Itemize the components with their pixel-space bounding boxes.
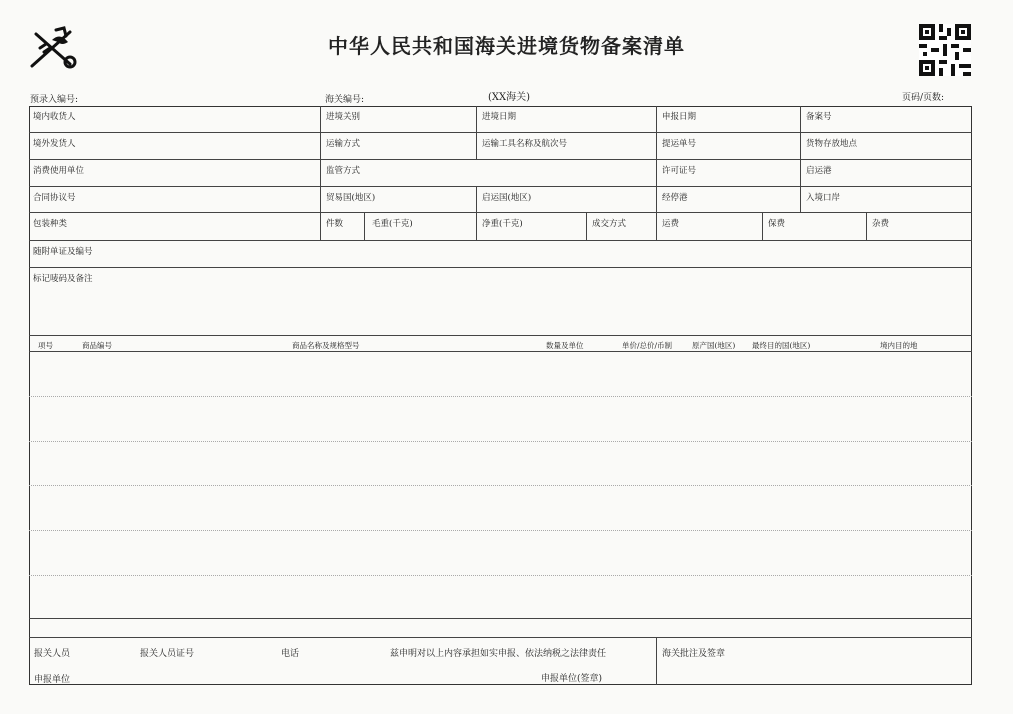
field-trade-country: 贸易国(地区) (326, 193, 376, 203)
grid-line (29, 132, 972, 133)
customs-office-name: (XX海关) (488, 92, 531, 103)
field-filing-number: 备案号 (806, 112, 832, 122)
field-entry-point: 入境口岸 (806, 193, 841, 203)
column-origin-country: 原产国(地区) (692, 341, 736, 350)
column-destination-country: 最终目的国(地区) (752, 341, 811, 350)
footer-statement: 兹申明对以上内容承担如实申报、依法纳税之法律责任 (390, 649, 607, 659)
pre-entry-number-label: 预录入编号: (30, 95, 79, 105)
item-row-separator (29, 575, 972, 576)
grid-line (29, 267, 972, 268)
customs-number-label: 海关编号: (325, 95, 365, 105)
field-contract: 合同协议号 (33, 193, 76, 203)
footer-customs-note: 海关批注及签章 (662, 649, 726, 659)
grid-line (476, 106, 477, 160)
grid-line (364, 212, 365, 240)
column-price-currency: 单价/总价/币制 (622, 341, 673, 350)
footer-declarant-id: 报关人员证号 (140, 649, 195, 659)
field-misc-fees: 杂费 (872, 219, 890, 229)
column-quantity-unit: 数量及单位 (546, 341, 584, 350)
field-insurance: 保费 (768, 219, 786, 229)
grid-line (29, 212, 972, 213)
field-bill-number: 提运单号 (662, 139, 697, 149)
item-row-separator (29, 530, 972, 531)
field-deal-mode: 成交方式 (592, 219, 627, 229)
grid-line (29, 240, 972, 241)
footer-phone: 电话 (281, 649, 300, 659)
item-row-separator (29, 485, 972, 486)
field-supervision: 监管方式 (326, 166, 361, 176)
grid-line (762, 212, 763, 240)
field-transport-mode: 运输方式 (326, 139, 361, 149)
column-commodity-name: 商品名称及规格型号 (292, 341, 360, 350)
column-commodity-code: 商品编号 (82, 341, 112, 350)
grid-line (656, 637, 657, 685)
field-vehicle: 运输工具名称及航次号 (482, 139, 568, 149)
footer-declarant: 报关人员 (34, 649, 71, 659)
field-transit-port: 经停港 (662, 193, 688, 203)
column-domestic-destination: 境内目的地 (880, 341, 918, 350)
field-origin-country: 启运国(地区) (482, 193, 532, 203)
field-marks-remarks: 标记唛码及备注 (33, 274, 93, 284)
field-consignor: 境外发货人 (33, 139, 76, 149)
field-gross-weight: 毛重(千克) (372, 219, 413, 229)
grid-line (29, 637, 972, 638)
field-pieces: 件数 (326, 219, 344, 229)
grid-line (656, 106, 657, 240)
field-attached-documents: 随附单证及编号 (33, 247, 93, 257)
grid-line (586, 212, 587, 240)
field-license: 许可证号 (662, 166, 697, 176)
grid-line (29, 351, 972, 352)
field-storage-location: 货物存放地点 (806, 139, 858, 149)
field-entry-date: 进境日期 (482, 112, 517, 122)
form-title: 中华人民共和国海关进境货物备案清单 (328, 34, 685, 58)
field-declare-date: 申报日期 (662, 112, 697, 122)
grid-line (29, 618, 972, 619)
grid-line (476, 186, 477, 240)
field-net-weight: 净重(千克) (482, 219, 523, 229)
field-consignee: 境内收货人 (33, 112, 76, 122)
grid-line (29, 335, 972, 336)
column-item-no: 项号 (38, 341, 53, 350)
item-row-separator (29, 396, 972, 397)
field-package-type: 包装种类 (33, 219, 68, 229)
grid-line (29, 159, 972, 160)
grid-line (866, 212, 867, 240)
grid-line (320, 106, 321, 240)
grid-line (800, 106, 801, 213)
item-row-separator (29, 441, 972, 442)
field-freight: 运费 (662, 219, 680, 229)
footer-declaring-unit: 申报单位 (34, 675, 71, 685)
page-number-label: 页码/页数: (902, 93, 945, 103)
grid-line (29, 186, 972, 187)
field-departure-port: 启运港 (806, 166, 832, 176)
qr-code-icon (919, 24, 971, 76)
footer-declaring-unit-seal: 申报单位(签章) (541, 674, 603, 684)
field-entry-port: 进境关别 (326, 112, 361, 122)
field-consumer: 消费使用单位 (33, 166, 85, 176)
